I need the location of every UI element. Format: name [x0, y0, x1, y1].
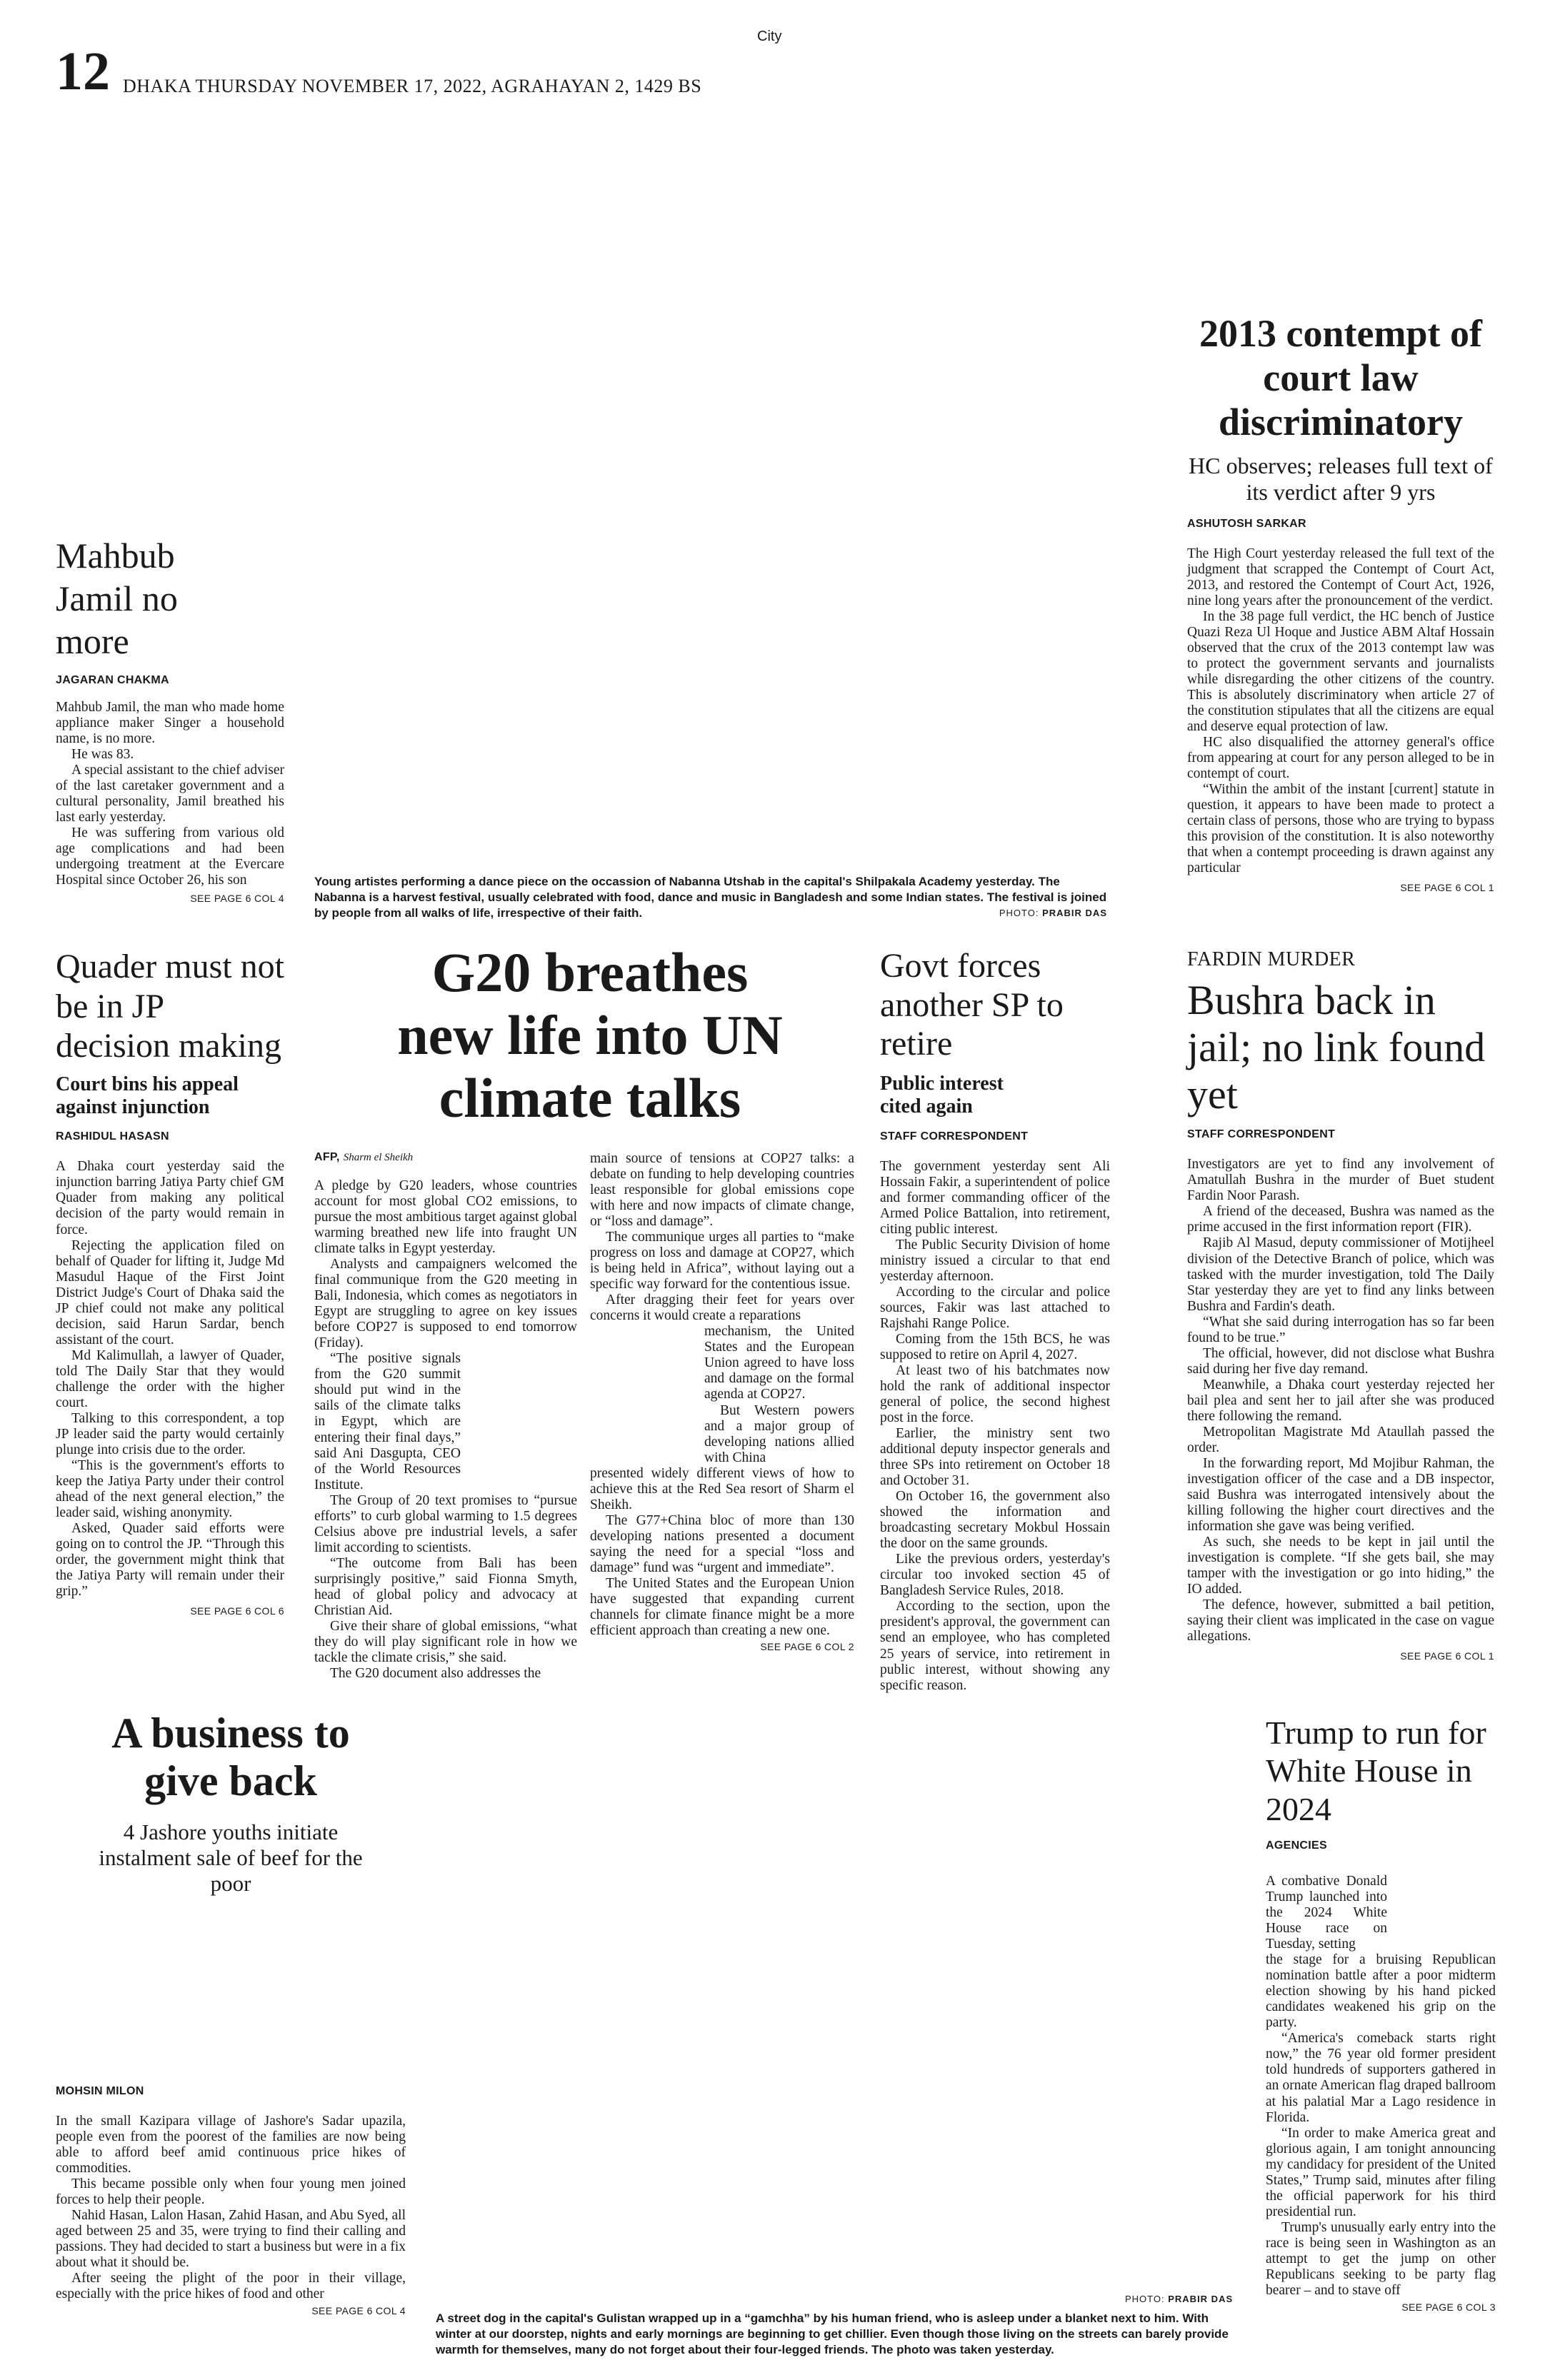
paragraph: “What she said during interrogation has so far been found to be true.”: [1187, 1314, 1494, 1345]
paragraph: Analysts and campaigners welcomed the final communique from the G20 meeting in Bali, Indonesia, which comes as negotiators in Egypt are struggling to agree on key issues before COP27 is supposed to end tomorrow (Friday).: [314, 1257, 577, 1351]
quader-subhead: Court bins his appeal against injunction: [56, 1073, 239, 1119]
paragraph: The G77+China bloc of more than 130 developing nations presented a document saying the need for a special “loss and damage” fund was “urgent and immediate”.: [590, 1512, 854, 1575]
paragraph: As such, she needs to be kept in jail until the investigation is complete. “If she gets bail, she may tamper with the investigation or go into hiding,” the IO added.: [1187, 1535, 1494, 1597]
paragraph: Talking to this correspondent, a top JP leader said the party would certainly plunge into crisis due to the order.: [56, 1410, 284, 1457]
photo1-caption: Young artistes performing a dance piece on the occassion of Nabanna Utshab in the capital's Shilpakala Academy yesterday. The Nabanna is a harvest festival, usually celebrated with food, dance and music in Bangladesh and some Indian states. The festival is joined by people from all walks of life, irrespective of their faith.: [314, 875, 1107, 920]
business-body-block: [56, 2085, 406, 2316]
business-deck: 4 Jashore youths initiate instalment sale of beef for the poor: [99, 1819, 363, 1897]
paragraph: Rejecting the application filed on behalf of Quader for lifting it, Judge Md Masudul Haque of the First Joint District Judge's Court of Dhaka said the JP chief could not make any political decision, said Harun Sardar, bench assistant of the court.: [56, 1237, 284, 1347]
bushra-body: [1187, 1157, 1494, 1645]
paragraph: Trump's unusually early entry into the race is being seen in Washington as an attempt to get the jump on other Republicans seeking to be party flag bearer – and to stave off: [1266, 2219, 1496, 2298]
paragraph: Give their share of global emissions, “what they do will play significant role in how we tackle the climate crisis,” she said.: [314, 1618, 577, 1665]
paragraph: After seeing the plight of the poor in their village, especially with the price hikes of food and other: [56, 2271, 406, 2302]
paragraph: The Group of 20 text promises to “pursue efforts” to curb global warming to 1.5 degrees Celsius above pre industrial levels, a safer limit according to scientists.: [314, 1492, 577, 1555]
paragraph: The United States and the European Union have suggested that expanding current channels for climate finance might be a more efficient approach than creating a new one.: [590, 1575, 854, 1638]
contempt-byline: ASHUTOSH SARKAR: [1187, 517, 1306, 530]
paragraph: “America's comeback starts right now,” the 76 year old former president told hundreds of supporters gathered in an ornate American flag draped ballroom at his palatial Mar a Lago residence in Florida.: [1266, 2031, 1496, 2125]
photo2-credit-label: PHOTO:: [1125, 2294, 1165, 2304]
bushra-headline: Bushra back in jail; no link found yet: [1187, 977, 1486, 1118]
trump-body: [1266, 1874, 1496, 2299]
paragraph: In the forwarding report, Md Mojibur Rahman, the investigation officer of the case and a DB inspector, said Bushra was interrogated intensively about the killing following the higher court directives and the information she gave was being verified.: [1187, 1455, 1494, 1535]
mahbub-headline: Mahbub Jamil no more: [56, 536, 178, 661]
g20-byline-place: Sharm el Sheikh: [343, 1152, 414, 1163]
story-contempt: [1187, 311, 1494, 893]
paragraph: This became possible only when four young men joined forces to help their people.: [56, 2176, 406, 2208]
dateline: DHAKA THURSDAY NOVEMBER 17, 2022, AGRAHAYAN 2, 1429 BS: [123, 76, 702, 96]
page-number: 12: [56, 41, 110, 101]
paragraph: A combative Donald Trump launched into the 2024 White House race on Tuesday, setting: [1266, 1874, 1387, 1952]
paragraph: HC also disqualified the attorney general's office from appearing at court for any person alleged to be in contempt of court.: [1187, 734, 1494, 781]
story-business: [56, 1709, 406, 1897]
paragraph: the stage for a bruising Republican nomination battle after a poor midterm election showing by his hand picked candidates weakened his grip on the party.: [1266, 1952, 1496, 2031]
photo2-credit-name: PRABIR DAS: [1168, 2294, 1234, 2304]
trump-headline: Trump to run for White House in 2024: [1266, 1714, 1486, 1827]
paragraph: The government yesterday sent Ali Hossain Fakir, a superintendent of police and former commanding officer of the Armed Police Battalion, into retirement, citing public interest.: [880, 1158, 1110, 1237]
govt-sp-body: [880, 1159, 1110, 1694]
paragraph: mechanism, the United States and the European Union agreed to have loss and damage on the formal agenda at COP27.: [704, 1324, 854, 1402]
trump-byline: AGENCIES: [1266, 1839, 1327, 1852]
paragraph: Nahid Hasan, Lalon Hasan, Zahid Hasan, and Abu Syed, all aged between 25 and 35, were trying to find their calling and passions. They had decided to start a business but were in a fix about what it should be.: [56, 2208, 406, 2271]
paragraph: Coming from the 15th BCS, he was supposed to retire on April 4, 2027.: [880, 1331, 1110, 1362]
paragraph: A Dhaka court yesterday said the injunction barring Jatiya Party chief GM Quader from making any political decision of the party would remain in force.: [56, 1159, 284, 1237]
story-quader: [56, 947, 284, 1617]
story-govt-sp: [880, 947, 1110, 1694]
business-body: [56, 2114, 406, 2302]
paragraph: In the 38 page full verdict, the HC bench of Justice Quazi Reza Ul Hoque and Justice ABM Altaf Hossain observed that the crux of the 2013 contempt law was to protect the government servants and journalists while disregarding the other citizens of the country. This is absolutely discriminatory when article 27 of the constitution stipulates that all the citizens are equal and deserve equal protection of law.: [1187, 608, 1494, 734]
paragraph: The official, however, did not disclose what Bushra said during her five day remand.: [1187, 1345, 1494, 1377]
story-mahbub: [56, 534, 284, 904]
paragraph: The communique urges all parties to “make progress on loss and damage at COP27, which is being held in Africa”, without laying out a specific way forward for the contentious issue.: [590, 1230, 854, 1292]
quader-body: [56, 1159, 284, 1600]
paragraph: But Western powers and a major group of developing nations allied with China: [704, 1402, 854, 1465]
story-trump: [1266, 1714, 1496, 2313]
contempt-deck: HC observes; releases full text of its verdict after 9 yrs: [1189, 453, 1493, 506]
paragraph: Like the previous orders, yesterday's circular too invoked section 45 of Bangladesh Service Rules, 2018.: [880, 1552, 1110, 1599]
paragraph: presented widely different views of how to achieve this at the Red Sea resort of Sharm el Sheikh.: [590, 1465, 854, 1512]
paragraph: At least two of his batchmates now hold the rank of additional inspector general of police, the second highest post in the force.: [880, 1362, 1110, 1426]
photo-dance: [313, 271, 1113, 871]
g20-headline: G20 breathes new life into UN climate talks: [397, 941, 783, 1130]
paragraph: “Within the ambit of the instant [current] statute in question, it appears to have been made to protect a certain class of persons, those who are trying to bypass this provision of the constitution. It is also noteworthy that when a contempt proceeding is drawn against any particular: [1187, 781, 1494, 876]
paragraph: The G20 document also addresses the: [330, 1665, 541, 1681]
paragraph: Asked, Quader said efforts were going on to control the JP. “Through this order, the government might think that the Jatiya Party will remain under their grip.”: [56, 1521, 284, 1600]
contempt-continued[interactable]: SEE PAGE 6 COL 1: [1400, 882, 1494, 894]
photo1-credit-name: PRABIR DAS: [1042, 908, 1107, 919]
paragraph: Meanwhile, a Dhaka court yesterday rejected her bail plea and sent her to jail after she was produced there following the remand.: [1187, 1377, 1494, 1424]
paragraph: Metropolitan Magistrate Md Ataullah passed the order.: [1187, 1424, 1494, 1455]
paragraph: He was 83.: [71, 747, 134, 763]
mahbub-byline: JAGARAN CHAKMA: [56, 674, 169, 686]
paragraph: A special assistant to the chief adviser of the last caretaker government and a cultural personality, Jamil breathed his last early yesterday.: [56, 763, 284, 825]
photo1-caption-block: [314, 874, 1107, 918]
photo-street-dog: [429, 1707, 1236, 2292]
paragraph: “In order to make America great and glorious again, I am tonight announcing my candidacy for president of the United States,” Trump said, minutes after filing the official paperwork for his third presidential run.: [1266, 2125, 1496, 2219]
trump-continued[interactable]: SEE PAGE 6 COL 3: [1401, 2301, 1496, 2313]
paragraph: main source of tensions at COP27 talks: a debate on funding to help developing countries least responsible for global emissions cope with here and now impacts of climate change, or “loss and damage”.: [590, 1151, 854, 1230]
paragraph: Md Kalimullah, a lawyer of Quader, told The Daily Star that they would challenge the order with the higher court.: [56, 1347, 284, 1410]
mahbub-body: [56, 700, 284, 888]
paragraph: The defence, however, submitted a bail petition, saying their client was implicated in the case on vague allegations.: [1187, 1597, 1494, 1645]
photo2-credit: [1125, 2294, 1233, 2304]
contempt-headline: 2013 contempt of court law discriminatory: [1199, 312, 1482, 444]
paragraph: After dragging their feet for years over concerns it would create a reparations: [590, 1292, 854, 1324]
business-headline: A business to give back: [111, 1709, 350, 1805]
photo2-caption: A street dog in the capital's Gulistan wrapped up in a “gamchha” by his human friend, who is asleep under a blanket next to him. With winter at our doorstep, nights and early mornings are beginning to get chillier. Even though those living on the streets can barely provide warmth for themselves, many do not forget about their four-legged friends. The photo was taken yesterday.: [436, 2311, 1229, 2356]
govt-sp-headline: Govt forces another SP to retire: [880, 947, 1064, 1063]
g20-column-2: [590, 1151, 854, 1653]
paragraph: The Public Security Division of home ministry issued a circular to that end yesterday afternoon.: [880, 1237, 1110, 1284]
paragraph: The High Court yesterday released the full text of the judgment that scrapped the Contempt of Court Act, 2013, and restored the Contempt of Court Act, 1926, nine long years after the pronouncement of the verdict.: [1187, 546, 1494, 608]
paragraph: In the small Kazipara village of Jashore's Sadar upazila, people even from the poorest of the families are now being able to afford beef amid continuous price hikes of commodities.: [56, 2114, 406, 2176]
quader-continued[interactable]: SEE PAGE 6 COL 6: [190, 1605, 284, 1617]
paragraph: Earlier, the ministry sent two additional deputy inspector generals and three SPs into retirement on October 18 and October 31.: [880, 1426, 1110, 1489]
g20-column-1: [314, 1178, 577, 1682]
mahbub-continued[interactable]: SEE PAGE 6 COL 4: [190, 893, 284, 905]
govt-sp-subhead: Public interest cited again: [880, 1073, 1004, 1118]
paragraph: Rajib Al Masud, deputy commissioner of Motijheel division of the Detective Branch of police, which was tasked with the murder investigation, told The Daily Star yesterday they are yet to find any links between Bushra and Fardin's death.: [1187, 1235, 1494, 1314]
paragraph: Mahbub Jamil, the man who made home appliance maker Singer a household name, is no more.: [56, 700, 284, 747]
paragraph: “This is the government's efforts to keep the Jatiya Party under their control ahead of the next general election,” the leader said, wishing anonymity.: [56, 1457, 284, 1521]
g20-pull-quote: “The positive signals from the G20 summit should put wind in the sails of the climate talks in Egypt, which are entering their final days,” said Ani Dasgupta, CEO of the World Resources Institute.: [314, 1351, 461, 1492]
section-label: City: [757, 29, 782, 44]
quader-headline: Quader must not be in JP decision making: [56, 948, 284, 1065]
photo1-credit-label: PHOTO:: [999, 908, 1039, 919]
g20-byline: [314, 1150, 413, 1164]
paragraph: A friend of the deceased, Bushra was named as the prime accused in the first information report (FIR).: [1187, 1204, 1494, 1235]
story-bushra: [1187, 948, 1494, 1662]
govt-sp-byline: STAFF CORRESPONDENT: [880, 1130, 1029, 1143]
paragraph: Investigators are yet to find any involvement of Amatullah Bushra in the murder of Buet student Fardin Noor Parash.: [1187, 1157, 1494, 1204]
bushra-byline: STAFF CORRESPONDENT: [1187, 1128, 1336, 1141]
quader-byline: RASHIDUL HASASN: [56, 1130, 169, 1143]
paragraph: According to the circular and police sources, Fakir was last attached to Rajshahi Range Police.: [880, 1284, 1110, 1331]
paragraph: According to the section, upon the president's approval, the government can send an employee, who has completed 25 years of service, into retirement in public interest, without showing any specific reason.: [880, 1599, 1110, 1693]
business-byline: MOHSIN MILON: [56, 2085, 144, 2097]
g20-continued[interactable]: SEE PAGE 6 COL 2: [760, 1640, 854, 1652]
paragraph: He was suffering from various old age complications and had been undergoing treatment at the Evercare Hospital since October 26, his son: [56, 825, 284, 888]
g20-byline-agency: AFP,: [314, 1151, 340, 1163]
contempt-body: [1187, 546, 1494, 877]
story-g20: [311, 941, 869, 1130]
paragraph: On October 16, the government also showed the information and broadcasting secretary Mokbul Hossain the door on the same grounds.: [880, 1489, 1110, 1552]
bushra-kicker: FARDIN MURDER: [1187, 948, 1356, 970]
business-continued[interactable]: SEE PAGE 6 COL 4: [311, 2305, 406, 2317]
bushra-continued[interactable]: SEE PAGE 6 COL 1: [1400, 1650, 1494, 1662]
paragraph: “The outcome from Bali has been surprisingly positive,” said Fionna Smyth, head of global policy and advocacy at Christian Aid.: [314, 1555, 577, 1618]
paragraph: A pledge by G20 leaders, whose countries account for most global CO2 emissions, to pursue the most ambitious target against global warming breathed new life into fraught UN climate talks in Egypt yesterday.: [314, 1178, 577, 1257]
